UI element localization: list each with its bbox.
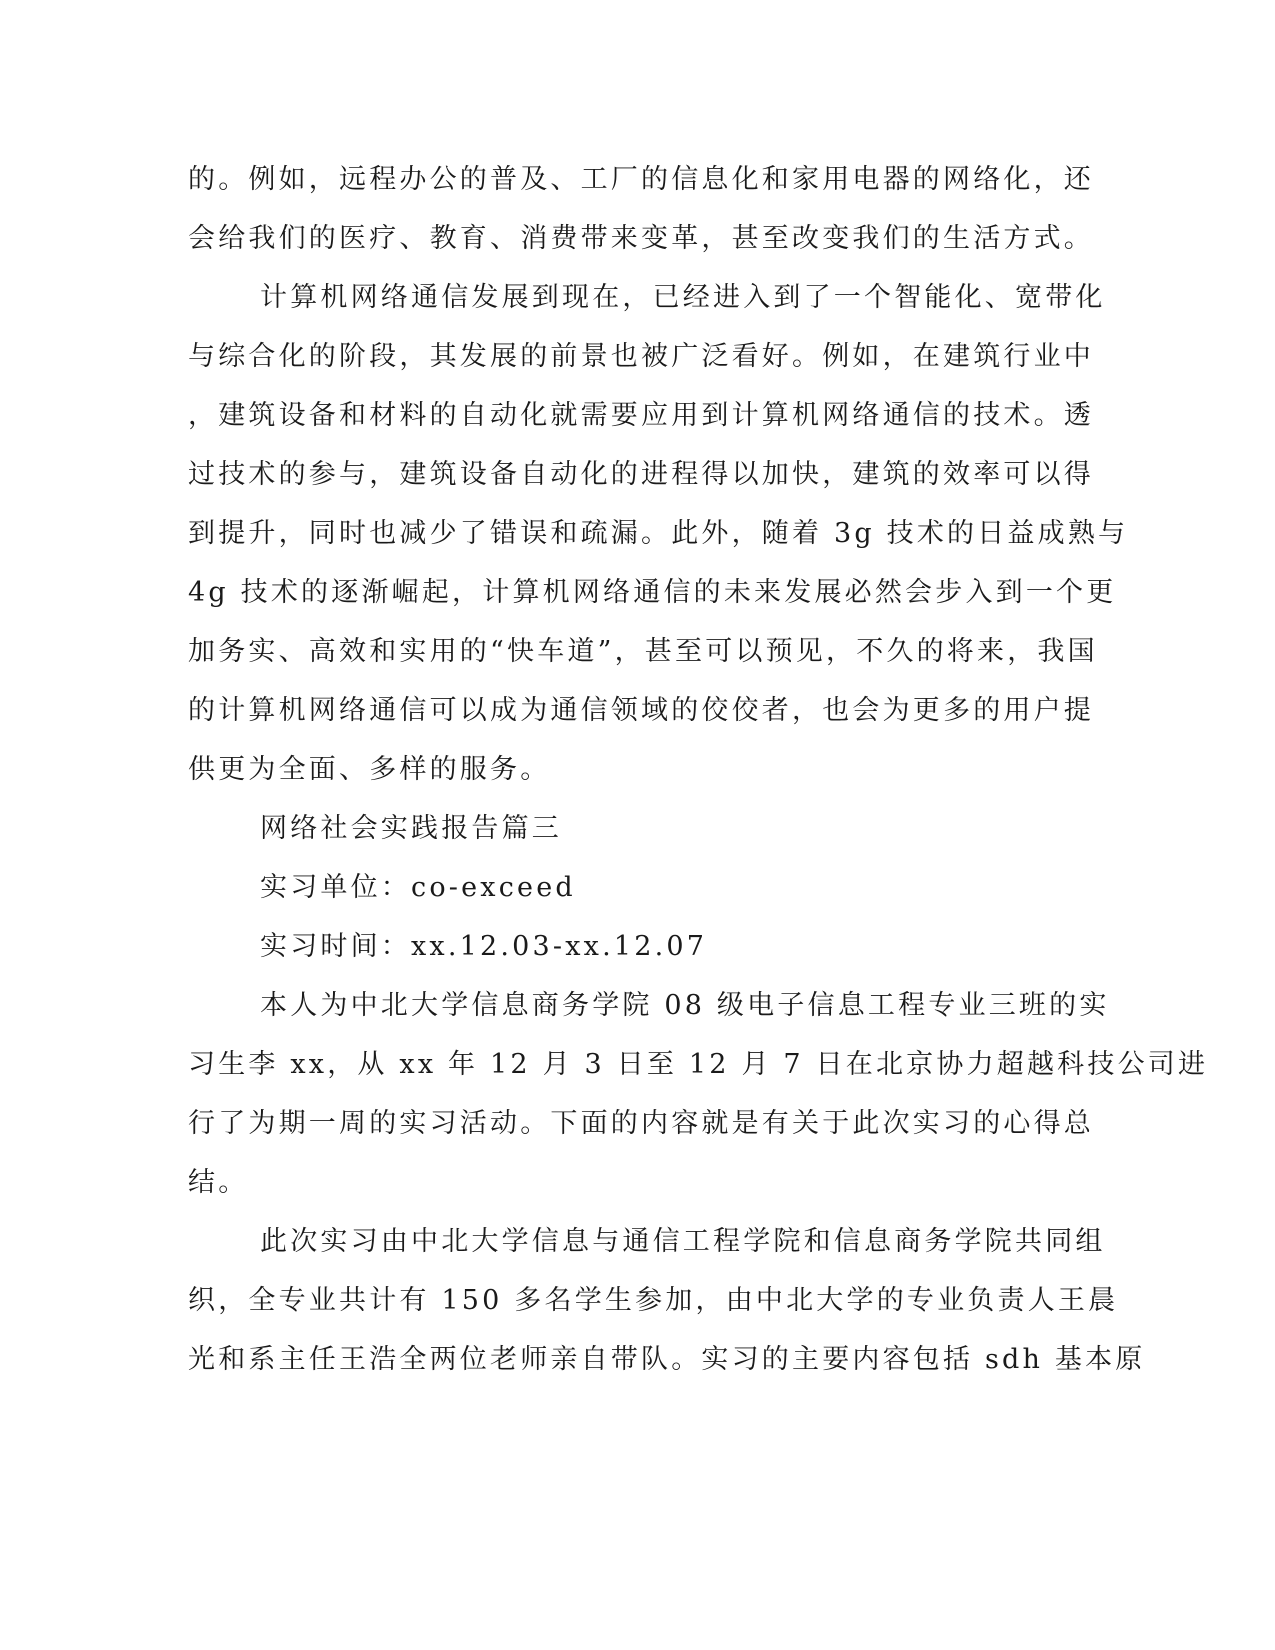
text-line: 习生李 xx，从 xx 年 12 月 3 日至 12 月 7 日在北京协力超越科技公司进 <box>188 1049 1209 1080</box>
text-line: 本人为中北大学信息商务学院 08 级电子信息工程专业三班的实 <box>260 990 1110 1021</box>
section-heading: 网络社会实践报告篇三 <box>260 813 562 844</box>
text-line: 结。 <box>188 1167 249 1198</box>
text-line: 行了为期一周的实习活动。下面的内容就是有关于此次实习的心得总 <box>188 1108 1094 1139</box>
text-line: 4g 技术的逐渐崛起，计算机网络通信的未来发展必然会步入到一个更 <box>188 577 1117 608</box>
internship-time: 实习时间：xx.12.03-xx.12.07 <box>260 931 708 962</box>
text-line: 的计算机网络通信可以成为通信领域的佼佼者，也会为更多的用户提 <box>188 695 1094 726</box>
text-line: 此次实习由中北大学信息与通信工程学院和信息商务学院共同组 <box>260 1226 1106 1257</box>
text-line: 与综合化的阶段，其发展的前景也被广泛看好。例如，在建筑行业中 <box>188 341 1094 372</box>
text-line: 到提升，同时也减少了错误和疏漏。此外，随着 3g 技术的日益成熟与 <box>188 518 1129 549</box>
text-line: 过技术的参与，建筑设备自动化的进程得以加快，建筑的效率可以得 <box>188 459 1094 490</box>
internship-unit: 实习单位：co-exceed <box>260 872 576 903</box>
text-line: 织，全专业共计有 150 多名学生参加，由中北大学的专业负责人王晨 <box>188 1285 1119 1316</box>
text-line: 加务实、高效和实用的“快车道”，甚至可以预见，不久的将来，我国 <box>188 636 1098 667</box>
text-line: 的。例如，远程办公的普及、工厂的信息化和家用电器的网络化，还 <box>188 164 1094 195</box>
text-line: 供更为全面、多样的服务。 <box>188 754 551 785</box>
text-line: 会给我们的医疗、教育、消费带来变革，甚至改变我们的生活方式。 <box>188 223 1094 254</box>
text-line: ，建筑设备和材料的自动化就需要应用到计算机网络通信的技术。透 <box>188 400 1094 431</box>
text-line: 光和系主任王浩全两位老师亲自带队。实习的主要内容包括 sdh 基本原 <box>188 1344 1146 1375</box>
text-line: 计算机网络通信发展到现在，已经进入到了一个智能化、宽带化 <box>260 282 1106 313</box>
